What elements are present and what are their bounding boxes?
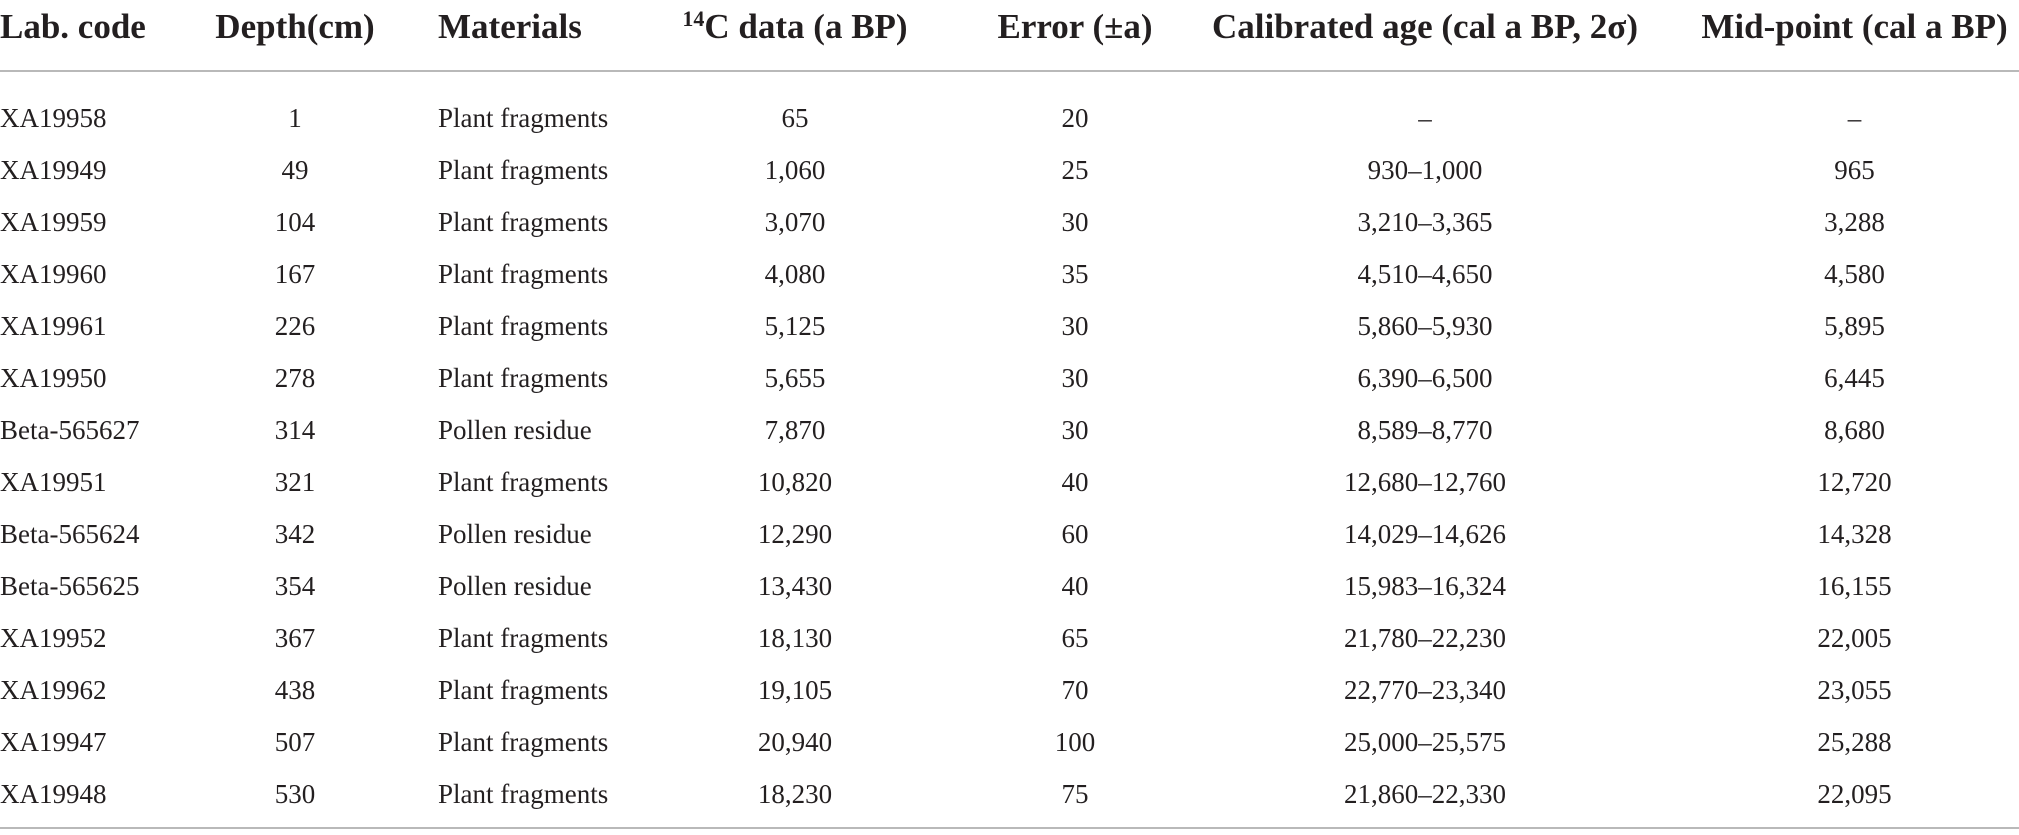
cell-calibrated-age: 15,983–16,324	[1344, 570, 1506, 601]
cell-material: Plant fragments	[438, 726, 609, 757]
cell-error: 65	[1061, 622, 1089, 653]
cell-mid-point: 16,155	[1817, 570, 1892, 601]
cell-c14-data: 5,125	[764, 310, 826, 341]
header-c14-superscript: 14	[682, 6, 705, 31]
cell-mid-point: 4,580	[1824, 258, 1885, 289]
cell-calibrated-age: 4,510–4,650	[1357, 258, 1493, 289]
cell-error: 30	[1061, 206, 1089, 237]
cell-error: 75	[1061, 778, 1089, 809]
cell-mid-point: 22,095	[1817, 778, 1892, 809]
cell-calibrated-age: 21,860–22,330	[1344, 778, 1506, 809]
cell-mid-point: 6,445	[1824, 362, 1885, 393]
cell-material: Plant fragments	[438, 206, 609, 237]
cell-lab-code: XA19961	[0, 310, 107, 341]
cell-error: 60	[1061, 518, 1089, 549]
cell-calibrated-age: 14,029–14,626	[1344, 518, 1506, 549]
table-row	[0, 144, 2019, 196]
table-row	[0, 352, 2019, 404]
cell-error: 35	[1061, 258, 1089, 289]
cell-depth: 1	[288, 102, 302, 133]
cell-error: 70	[1061, 674, 1089, 705]
cell-material: Plant fragments	[438, 778, 609, 809]
cell-depth: 278	[274, 362, 316, 393]
cell-c14-data: 65	[781, 102, 809, 133]
cell-c14-data: 18,230	[757, 778, 833, 809]
cell-lab-code: XA19959	[0, 206, 107, 237]
table-body	[0, 71, 2019, 834]
cell-c14-data: 20,940	[757, 726, 833, 757]
cell-depth: 226	[274, 310, 316, 341]
cell-lab-code: Beta-565624	[0, 518, 140, 549]
cell-error: 25	[1061, 154, 1089, 185]
cell-mid-point: 3,288	[1824, 206, 1885, 237]
table-row	[0, 248, 2019, 300]
cell-lab-code: XA19958	[0, 102, 107, 133]
cell-calibrated-age: 8,589–8,770	[1357, 414, 1493, 445]
cell-lab-code: XA19949	[0, 154, 107, 185]
header-calibrated-age: Calibrated age (cal a BP, 2σ)	[1211, 7, 1639, 46]
header-materials: Materials	[438, 7, 582, 46]
cell-material: Plant fragments	[438, 362, 609, 393]
header-mid-point: Mid-point (cal a BP)	[1701, 7, 2008, 46]
cell-lab-code: XA19951	[0, 466, 107, 497]
cell-calibrated-age: –	[1418, 102, 1432, 133]
header-error: Error (±a)	[997, 7, 1153, 46]
cell-calibrated-age: 21,780–22,230	[1344, 622, 1506, 653]
cell-calibrated-age: 5,860–5,930	[1357, 310, 1493, 341]
table-row	[0, 560, 2019, 612]
header-depth: Depth(cm)	[215, 7, 375, 46]
cell-depth: 49	[281, 154, 309, 185]
cell-material: Plant fragments	[438, 622, 609, 653]
cell-depth: 354	[274, 570, 316, 601]
table-row	[0, 716, 2019, 768]
table-row	[0, 196, 2019, 248]
cell-error: 40	[1061, 466, 1089, 497]
cell-material: Plant fragments	[438, 154, 609, 185]
cell-mid-point: –	[1847, 102, 1862, 133]
cell-material: Pollen residue	[438, 518, 592, 549]
header-c14-data	[630, 0, 960, 71]
cell-c14-data: 19,105	[757, 674, 833, 705]
cell-mid-point: 8,680	[1824, 414, 1885, 445]
cell-lab-code: XA19947	[0, 726, 107, 757]
cell-depth: 314	[274, 414, 316, 445]
cell-depth: 438	[274, 674, 316, 705]
header-row	[0, 0, 2019, 71]
table-row	[0, 768, 2019, 834]
cell-mid-point: 965	[1834, 154, 1875, 185]
cell-c14-data: 5,655	[764, 362, 826, 393]
header-lab-code: Lab. code	[0, 7, 146, 46]
cell-calibrated-age: 3,210–3,365	[1357, 206, 1493, 237]
cell-c14-data: 18,130	[757, 622, 833, 653]
cell-lab-code: XA19952	[0, 622, 107, 653]
cell-material: Plant fragments	[438, 674, 609, 705]
cell-calibrated-age: 12,680–12,760	[1344, 466, 1506, 497]
cell-depth: 530	[274, 778, 316, 809]
cell-c14-data: 7,870	[764, 414, 826, 445]
cell-depth: 321	[274, 466, 316, 497]
cell-c14-data: 12,290	[757, 518, 833, 549]
cell-mid-point: 23,055	[1817, 674, 1892, 705]
table-row	[0, 508, 2019, 560]
cell-material: Pollen residue	[438, 570, 592, 601]
cell-depth: 104	[274, 206, 316, 237]
table-row	[0, 404, 2019, 456]
header-c14-label: C data (a BP)	[704, 7, 908, 46]
table-row	[0, 664, 2019, 716]
cell-error: 100	[1054, 726, 1096, 757]
bottom-rule	[0, 827, 2019, 829]
cell-depth: 342	[274, 518, 316, 549]
table-row	[0, 456, 2019, 508]
cell-depth: 507	[274, 726, 316, 757]
cell-depth: 367	[274, 622, 316, 653]
cell-c14-data: 4,080	[764, 258, 826, 289]
cell-calibrated-age: 6,390–6,500	[1357, 362, 1493, 393]
cell-error: 30	[1061, 362, 1089, 393]
cell-material: Pollen residue	[438, 414, 592, 445]
cell-material: Plant fragments	[438, 102, 609, 133]
table-row	[0, 71, 2019, 144]
cell-lab-code: XA19950	[0, 362, 107, 393]
cell-depth: 167	[274, 258, 316, 289]
cell-lab-code: XA19962	[0, 674, 107, 705]
cell-lab-code: XA19948	[0, 778, 107, 809]
cell-calibrated-age: 25,000–25,575	[1344, 726, 1506, 757]
cell-lab-code: Beta-565625	[0, 570, 140, 601]
cell-error: 20	[1061, 102, 1089, 133]
cell-mid-point: 14,328	[1817, 518, 1892, 549]
cell-lab-code: XA19960	[0, 258, 107, 289]
cell-error: 40	[1061, 570, 1089, 601]
cell-error: 30	[1061, 310, 1089, 341]
table-row	[0, 612, 2019, 664]
cell-error: 30	[1061, 414, 1089, 445]
cell-c14-data: 3,070	[764, 206, 826, 237]
cell-material: Plant fragments	[438, 310, 609, 341]
cell-c14-data: 1,060	[764, 154, 826, 185]
cell-calibrated-age: 930–1,000	[1367, 154, 1483, 185]
cell-material: Plant fragments	[438, 258, 609, 289]
cell-calibrated-age: 22,770–23,340	[1344, 674, 1506, 705]
cell-mid-point: 12,720	[1817, 466, 1892, 497]
cell-lab-code: Beta-565627	[0, 414, 140, 445]
cell-c14-data: 10,820	[757, 466, 833, 497]
table-row	[0, 300, 2019, 352]
cell-mid-point: 5,895	[1824, 310, 1885, 341]
cell-material: Plant fragments	[438, 466, 609, 497]
cell-c14-data: 13,430	[757, 570, 833, 601]
cell-mid-point: 25,288	[1817, 726, 1892, 757]
cell-mid-point: 22,005	[1817, 622, 1892, 653]
